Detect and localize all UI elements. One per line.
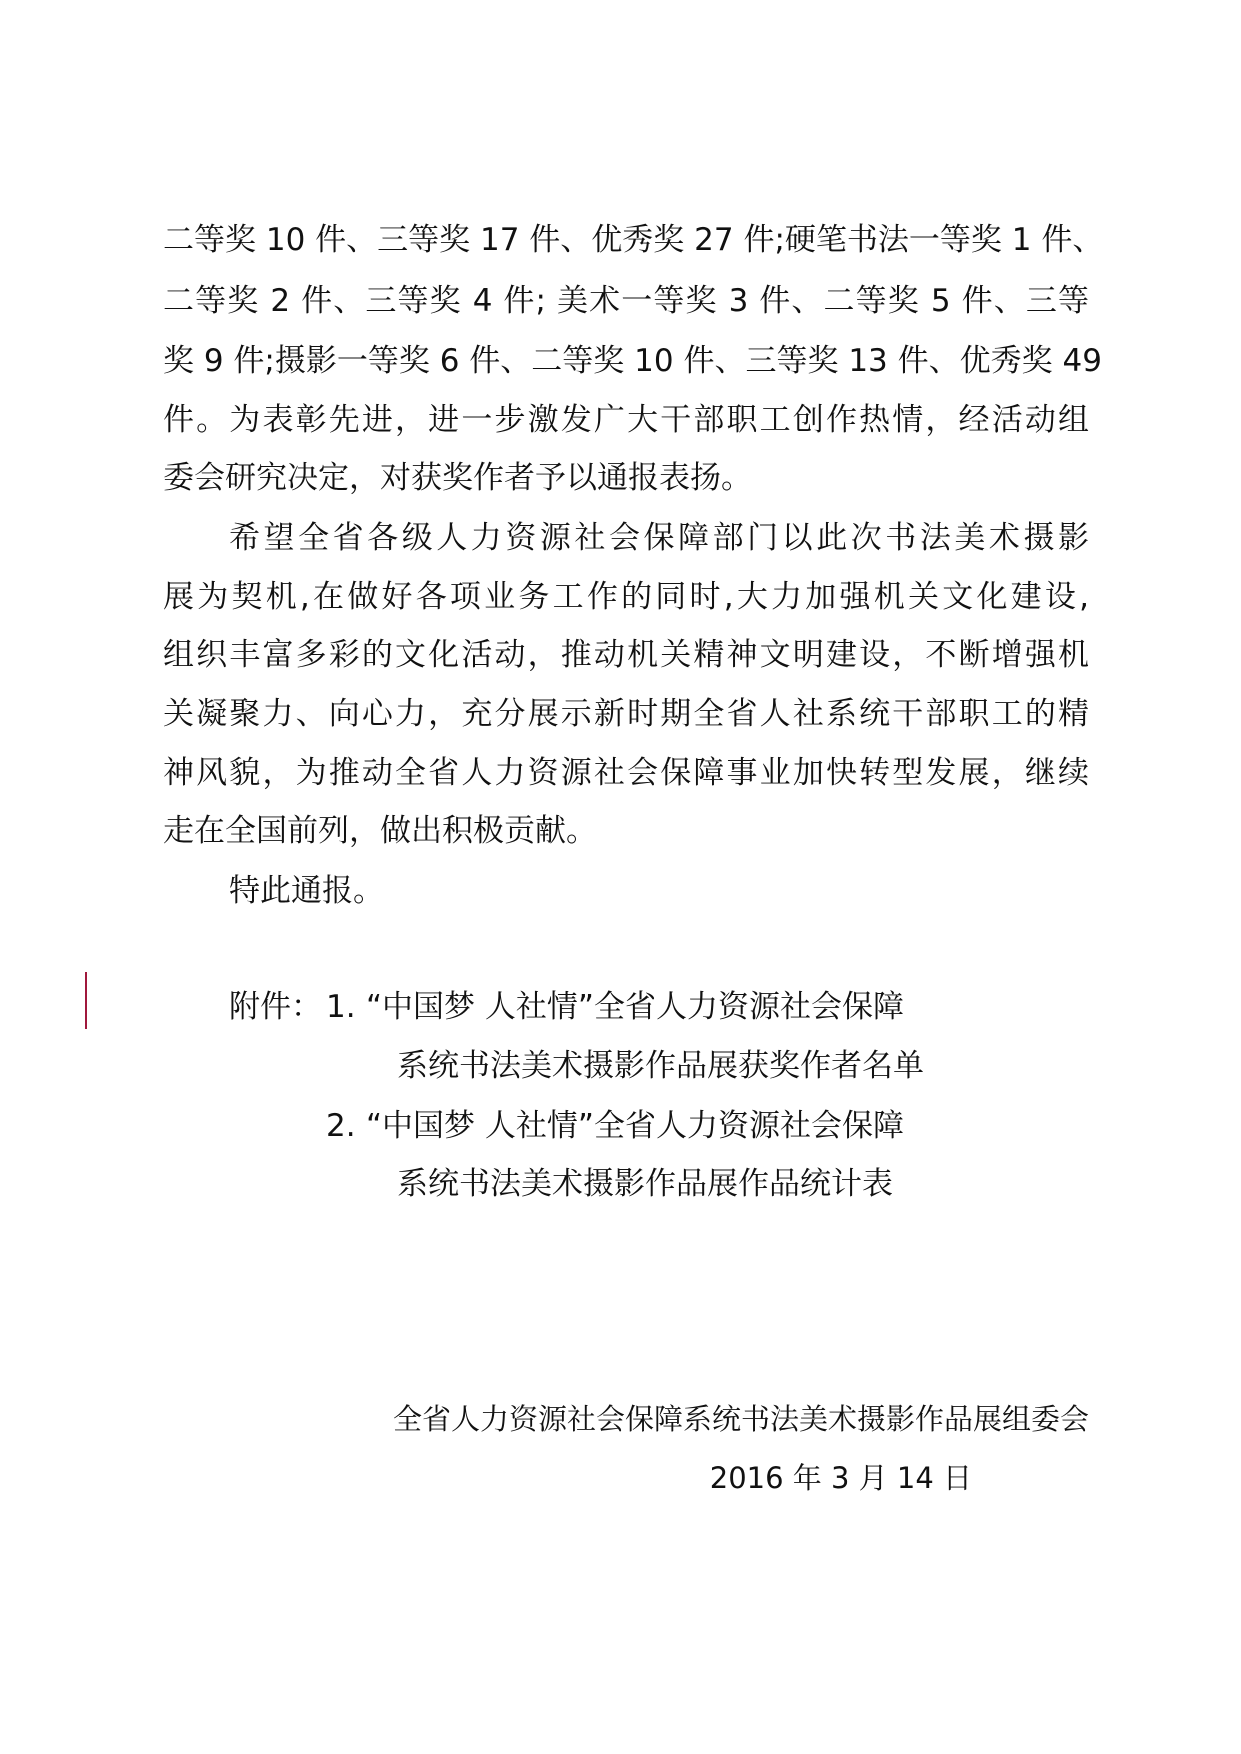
text-line: 关凝聚力、向心力，充分展示新时期全省人社系统干部职工的精	[163, 696, 1089, 732]
text-line: 组织丰富多彩的文化活动，推动机关精神文明建设，不断增强机	[163, 637, 1089, 673]
closing-text: 特此通报。	[229, 873, 384, 909]
text-line: 委会研究决定，对获奖作者予以通报表扬。	[163, 460, 752, 496]
attachment-title: 系统书法美术摄影作品展获奖作者名单	[397, 1048, 924, 1084]
signature-date: 2016 年 3 月 14 日	[709, 1461, 972, 1495]
signature-organization: 全省人力资源社会保障系统书法美术摄影作品展组委会	[392, 1402, 1089, 1436]
text-line: 希望全省各级人力资源社会保障部门以此次书法美术摄影	[229, 520, 1089, 556]
text-line: 走在全国前列，做出积极贡献。	[163, 813, 597, 849]
attachment-title: “中国梦 人社情”全省人力资源社会保障	[366, 1108, 904, 1144]
margin-mark	[85, 972, 87, 1029]
attachment-title: 系统书法美术摄影作品展作品统计表	[397, 1166, 893, 1202]
attachment-number: 2.	[326, 1108, 356, 1144]
text-line: 件。为表彰先进，进一步激发广大干部职工创作热情，经活动组	[163, 402, 1089, 438]
text-line: 展为契机,在做好各项业务工作的同时,大力加强机关文化建设,	[163, 579, 1089, 615]
text-line: 二等奖 10 件、三等奖 17 件、优秀奖 27 件;硬笔书法一等奖 1 件、	[163, 222, 1104, 258]
attachment-number: 1.	[326, 989, 356, 1025]
text-line: 奖 9 件;摄影一等奖 6 件、二等奖 10 件、三等奖 13 件、优秀奖 49	[163, 343, 1102, 379]
text-line: 神风貌，为推动全省人力资源社会保障事业加快转型发展，继续	[163, 755, 1089, 791]
attachment-title: “中国梦 人社情”全省人力资源社会保障	[366, 989, 904, 1025]
text-line: 二等奖 2 件、三等奖 4 件; 美术一等奖 3 件、二等奖 5 件、三等	[163, 283, 1089, 319]
attachments-label: 附件：	[229, 989, 322, 1025]
